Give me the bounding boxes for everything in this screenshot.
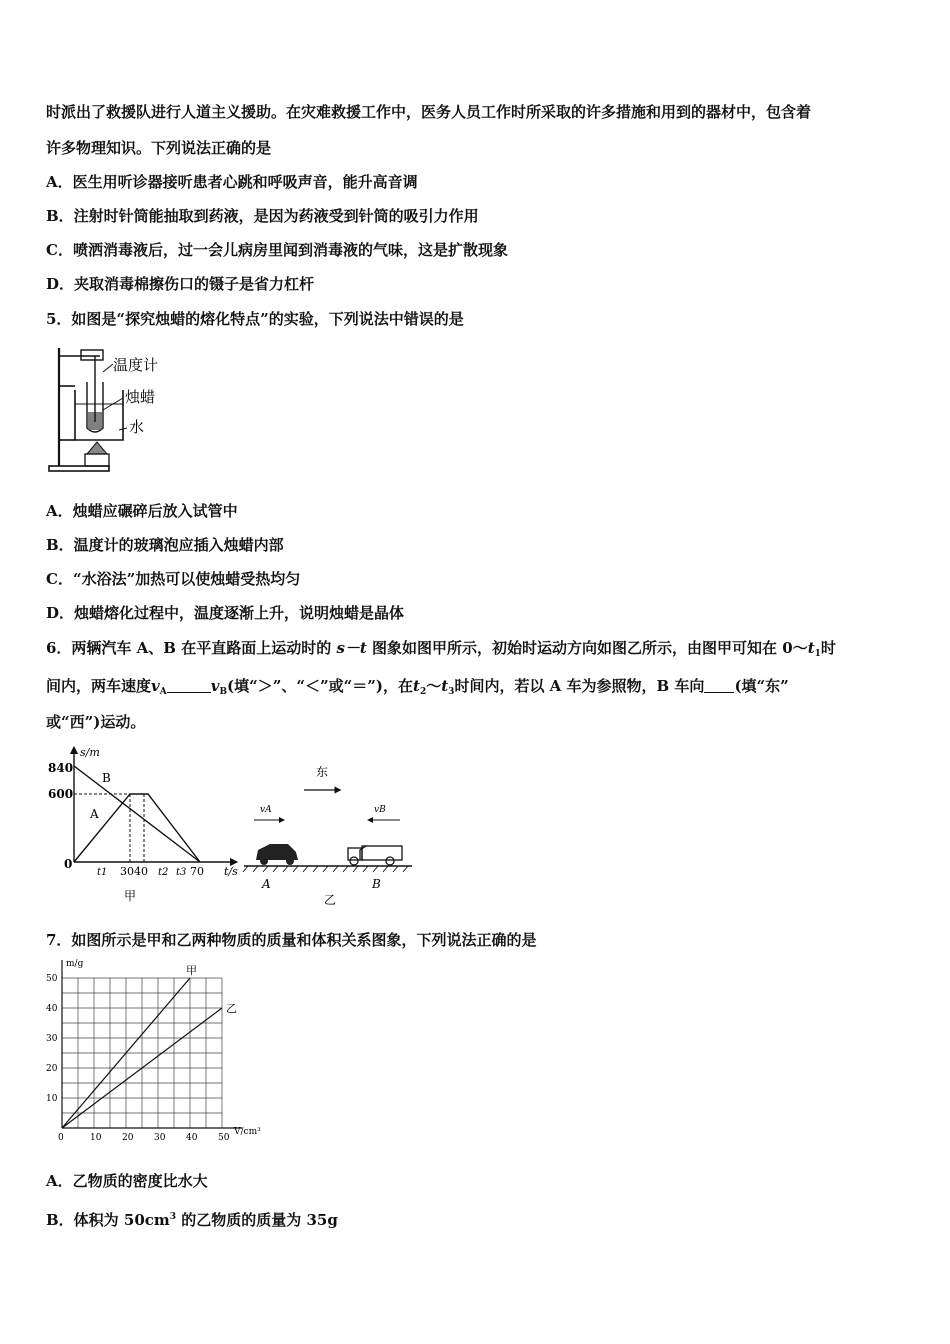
y-tick-label: 40 [46, 1004, 58, 1014]
yi-east-label: 东 [316, 765, 329, 779]
yi-label-B: B [372, 877, 381, 891]
intro-line-1: 时派出了救援队进行人道主义援助。在灾难救援工作中，医务人员工作时所采取的许多措施和用到的器材中，包含着 [46, 103, 812, 121]
x-tick-label: 0 [58, 1133, 64, 1143]
jia-y-tick-0: 0 [64, 857, 73, 871]
label-thermometer: 温度计 [113, 356, 159, 374]
q6-graph-jia [44, 742, 244, 907]
answer-blank-2[interactable] [704, 678, 734, 693]
x-tick-label: 20 [122, 1133, 134, 1143]
jia-x-tick-t2: t2 [158, 867, 169, 878]
y-tick-label: 30 [46, 1034, 58, 1044]
q5-option-d: D．烛蜡熔化过程中，温度逐渐上升，说明烛蜡是晶体 [46, 604, 405, 622]
yi-label-A: A [262, 877, 271, 891]
label-wax: 烛蜡 [125, 388, 156, 406]
answer-blank-1[interactable] [167, 678, 211, 693]
q4-option-d: D．夹取消毒棉擦伤口的镊子是省力杠杆 [46, 275, 315, 293]
yi-vB: vB [374, 805, 386, 815]
y-tick-label: 20 [46, 1064, 58, 1074]
jia-y-label: s/m [80, 746, 100, 759]
jia-x-tick-t1: t1 [97, 867, 108, 878]
yi-vA: vA [260, 805, 272, 815]
x-axis-label: V/cm³ [234, 1127, 261, 1137]
jia-x-tick-t3: t3 [176, 867, 187, 878]
q5-option-b: B．温度计的玻璃泡应插入烛蜡内部 [46, 536, 284, 554]
jia-line-A [74, 794, 200, 862]
q7-stem: 7．如图所示是甲和乙两种物质的质量和体积关系图象，下列说法正确的是 [46, 931, 537, 949]
q5-apparatus-figure [45, 342, 185, 477]
jia-y-tick-840: 840 [48, 761, 74, 775]
q6-stem-line-3: 或“西”)运动。 [46, 713, 146, 731]
jia-y-tick-600: 600 [48, 787, 74, 801]
y-tick-label: 10 [46, 1094, 58, 1104]
y-tick-label: 50 [46, 974, 58, 984]
yi-truck-B [362, 846, 402, 860]
y-axis-label: m/g [66, 959, 84, 969]
jia-x-tick-70: 70 [190, 865, 204, 878]
x-tick-label: 10 [90, 1133, 102, 1143]
jia-label-A: A [90, 807, 99, 821]
q7-option-a: A．乙物质的密度比水大 [46, 1172, 208, 1190]
jia-x-label: t/s [224, 865, 238, 878]
q6-stem-line-1: 6．两辆汽车 A、B 在平直路面上运动时的 s－t 图象如图甲所示，初始时运动方向如图乙所示，由图甲可知在 $0\sim t_1$时 [46, 639, 836, 659]
x-tick-label: 30 [154, 1133, 166, 1143]
q6-stem-line-2: 间内，两车速度$v_A$ $v_B$(填“＞”、“＜”或“＝”)，在$t_2\sim t_3$时间内，若以 A 车为参照物，B 车向 (填“东” [46, 677, 789, 697]
q5-option-a: A．烛蜡应碾碎后放入试管中 [46, 502, 238, 520]
q4-option-c: C．喷洒消毒液后，过一会儿病房里闻到消毒液的气味，这是扩散现象 [46, 241, 508, 259]
q6-figure-yi [240, 760, 415, 910]
jia-label-B: B [102, 771, 111, 785]
yi-caption: 乙 [324, 893, 337, 907]
series-label-yi: 乙 [226, 1002, 237, 1015]
q5-option-c: C．“水浴法”加热可以使烛蜡受热均匀 [46, 570, 301, 588]
q4-option-a: A．医生用听诊器接听患者心跳和呼吸声音，能升高音调 [46, 173, 418, 191]
label-water: 水 [129, 418, 145, 436]
jia-caption: 甲 [124, 889, 137, 903]
q4-option-b: B．注射时针筒能抽取到药液，是因为药液受到针筒的吸引力作用 [46, 207, 479, 225]
q5-stem: 5．如图是“探究烛蜡的熔化特点”的实验，下列说法中错误的是 [46, 310, 464, 328]
q7-mass-volume-chart [44, 958, 261, 1143]
jia-x-tick-3040: 3040 [120, 865, 148, 878]
intro-line-2: 许多物理知识。下列说法正确的是 [46, 139, 272, 157]
series-label-jia: 甲 [186, 964, 197, 977]
q7-option-b: B．体积为 $50cm^3$ 的乙物质的质量为 35g [46, 1211, 338, 1229]
x-tick-label: 50 [218, 1133, 230, 1143]
x-tick-label: 40 [186, 1133, 198, 1143]
